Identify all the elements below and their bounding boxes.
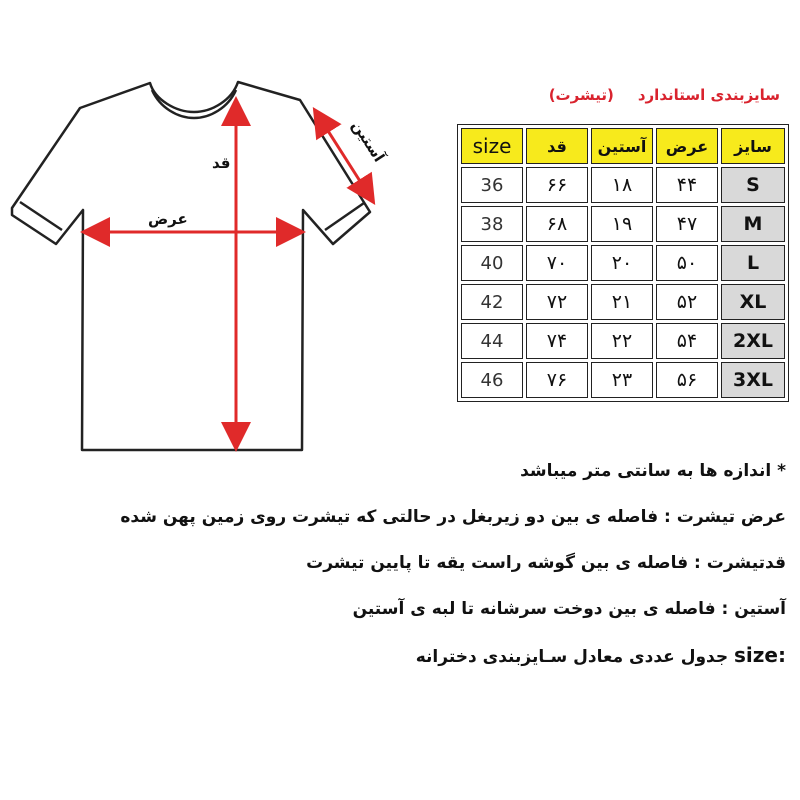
cell-size: M — [721, 206, 785, 242]
cell-size: L — [721, 245, 785, 281]
length-label: قد — [212, 154, 231, 172]
sleeve-label: آستین — [348, 117, 389, 166]
chart-title — [500, 86, 780, 104]
size-table — [457, 124, 789, 402]
note-length-definition: قدتیشرت : فاصله ی بین گوشه راست یقه تا پایین تیشرت — [306, 553, 786, 573]
note-sleeve-definition: آستین : فاصله ی بین دوخت سرشانه تا لبه ی آستین — [352, 599, 786, 619]
cell-size-en: 38 — [461, 206, 523, 242]
note-size-prefix: size: — [734, 643, 786, 667]
cell-width: ۵۶ — [656, 362, 718, 398]
cell-width: ۴۷ — [656, 206, 718, 242]
note-size-text: جدول عددی معادل سـایزبندی دخترانه — [415, 647, 735, 667]
cell-size-en: 40 — [461, 245, 523, 281]
cell-sleeve: ۱۹ — [591, 206, 653, 242]
cell-size: 2XL — [721, 323, 785, 359]
cell-length: ۶۸ — [526, 206, 588, 242]
notes-section — [16, 448, 786, 678]
header-sleeve: آستین — [591, 128, 653, 164]
header-size-en: size — [461, 128, 523, 164]
cell-width: ۴۴ — [656, 167, 718, 203]
tshirt-outline — [12, 82, 370, 450]
cell-width: ۵۴ — [656, 323, 718, 359]
cell-length: ۶۶ — [526, 167, 588, 203]
cell-width: ۵۲ — [656, 284, 718, 320]
note-size-definition — [16, 632, 786, 678]
table-row — [461, 167, 785, 203]
table-row — [461, 284, 785, 320]
cell-sleeve: ۲۰ — [591, 245, 653, 281]
cell-size-en: 46 — [461, 362, 523, 398]
note-unit: * اندازه ها به سانتی متر میباشد — [520, 461, 786, 481]
cell-size-en: 42 — [461, 284, 523, 320]
cell-sleeve: ۲۳ — [591, 362, 653, 398]
header-width: عرض — [656, 128, 718, 164]
table-row — [461, 206, 785, 242]
cell-size-en: 36 — [461, 167, 523, 203]
cell-length: ۷۴ — [526, 323, 588, 359]
cell-width: ۵۰ — [656, 245, 718, 281]
cell-size: 3XL — [721, 362, 785, 398]
table-header-row — [461, 128, 785, 164]
cell-length: ۷۰ — [526, 245, 588, 281]
cell-length: ۷۶ — [526, 362, 588, 398]
header-length: قد — [526, 128, 588, 164]
cell-sleeve: ۲۲ — [591, 323, 653, 359]
note-width-definition: عرض تیشرت : فاصله ی بین دو زیربغل در حالتی که تیشرت روی زمین پهن شده — [120, 507, 786, 527]
table-row — [461, 245, 785, 281]
title-main: سایزبندی استاندارد — [637, 86, 780, 104]
cell-size: S — [721, 167, 785, 203]
cell-sleeve: ۱۸ — [591, 167, 653, 203]
cell-sleeve: ۲۱ — [591, 284, 653, 320]
cell-length: ۷۲ — [526, 284, 588, 320]
width-label: عرض — [148, 210, 188, 228]
table-row — [461, 362, 785, 398]
cell-size-en: 44 — [461, 323, 523, 359]
cell-size: XL — [721, 284, 785, 320]
header-size: سایز — [721, 128, 785, 164]
table-row — [461, 323, 785, 359]
title-sub: (تیشرت) — [548, 86, 614, 104]
